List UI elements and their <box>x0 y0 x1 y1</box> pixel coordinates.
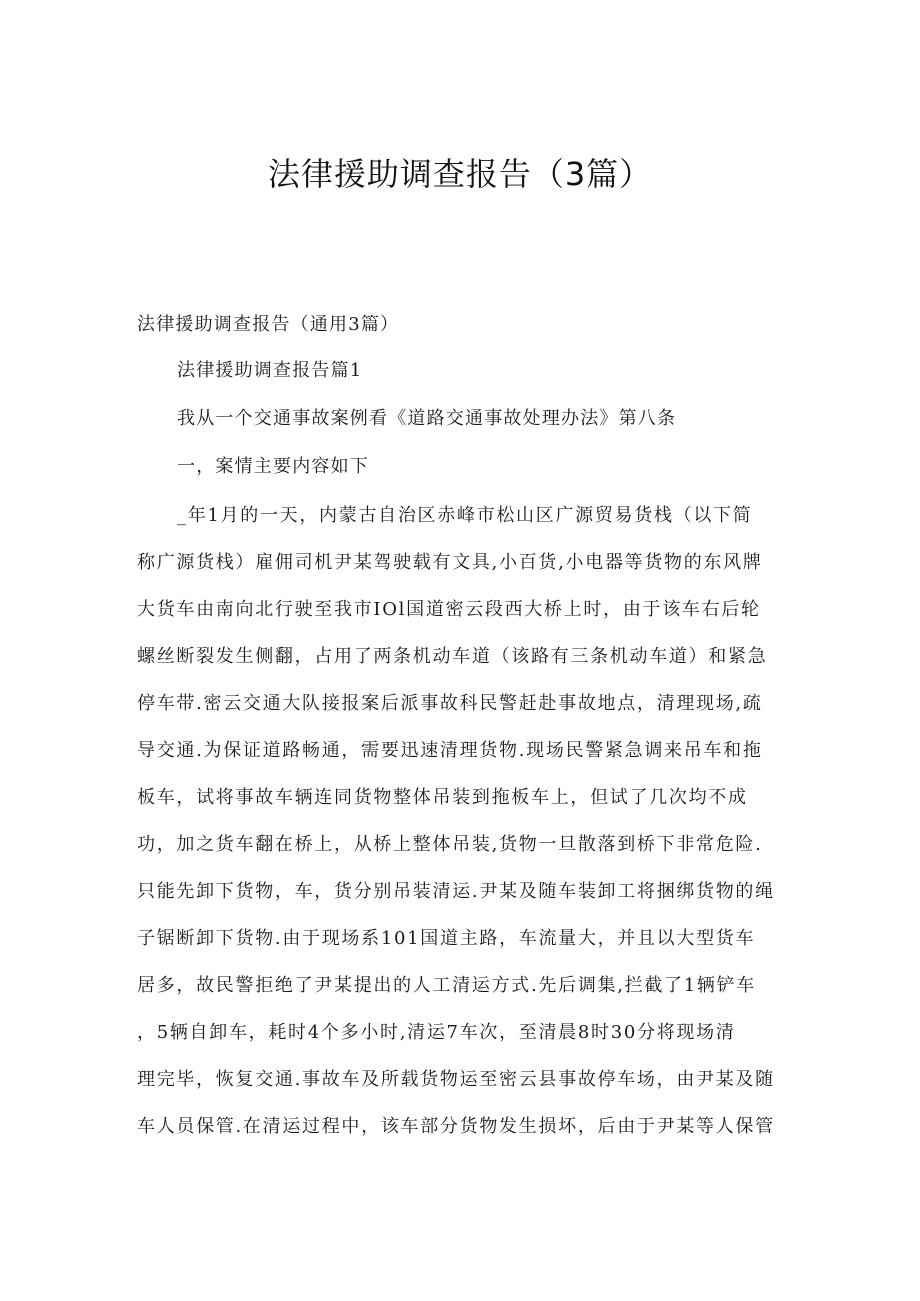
body-line: 称广源货栈）雇佣司机尹某驾驶载有文具,小百货,小电器等货物的东风牌 <box>137 552 763 573</box>
case-title: 我从一个交通事故案例看《道路交通事故处理办法》第八条 <box>177 408 677 429</box>
body-line: _年1月的一天，内蒙古自治区赤峰市松山区广源贸易货栈（以下简 <box>177 505 753 526</box>
body-line: 螺丝断裂发生侧翻，占用了两条机动车道（该路有三条机动车道）和紧急 <box>137 646 768 667</box>
body-line: 居多，故民警拒绝了尹某提出的人工清运方式.先后调集,拦截了1辆铲车 <box>137 975 756 996</box>
document-subtitle: 法律援助调查报告（通用3篇） <box>137 314 400 335</box>
body-line: 停车带.密云交通大队接报案后派事故科民警赶赴事故地点，清理现场,疏 <box>137 693 763 714</box>
body-line: 子锯断卸下货物.由于现场系101国道主路，车流量大，并且以大型货车 <box>137 928 756 949</box>
body-line: 导交通.为保证道路畅通，需要迅速清理货物.现场民警紧急调来吊车和拖 <box>137 740 763 761</box>
body-line: 只能先卸下货物，车，货分别吊装清运.尹某及随车装卸工将捆绑货物的绳 <box>137 881 775 902</box>
section-heading: 法律援助调查报告篇1 <box>177 360 363 381</box>
body-line: 理完毕，恢复交通.事故车及所载货物运至密云县事故停车场，由尹某及随 <box>137 1069 775 1090</box>
body-line: 功，加之货车翻在桥上，从桥上整体吊装,货物一旦散落到桥下非常危险. <box>137 834 763 855</box>
document-title: 法律援助调查报告（3篇） <box>267 155 653 193</box>
body-line: 车人员保管.在清运过程中，该车部分货物发生损坏，后由于尹某等人保管 <box>137 1116 775 1137</box>
body-line: ，5辆自卸车，耗时4个多小时,清运7车次，至清晨8时30分将现场清 <box>137 1022 736 1043</box>
body-line: 大货车由南向北行驶至我市IOl国道密云段西大桥上时，由于该车右后轮 <box>137 599 761 620</box>
part-heading: 一，案情主要内容如下 <box>177 456 369 477</box>
body-line: 板车，试将事故车辆连同货物整体吊装到拖板车上，但试了几次均不成 <box>137 787 748 808</box>
